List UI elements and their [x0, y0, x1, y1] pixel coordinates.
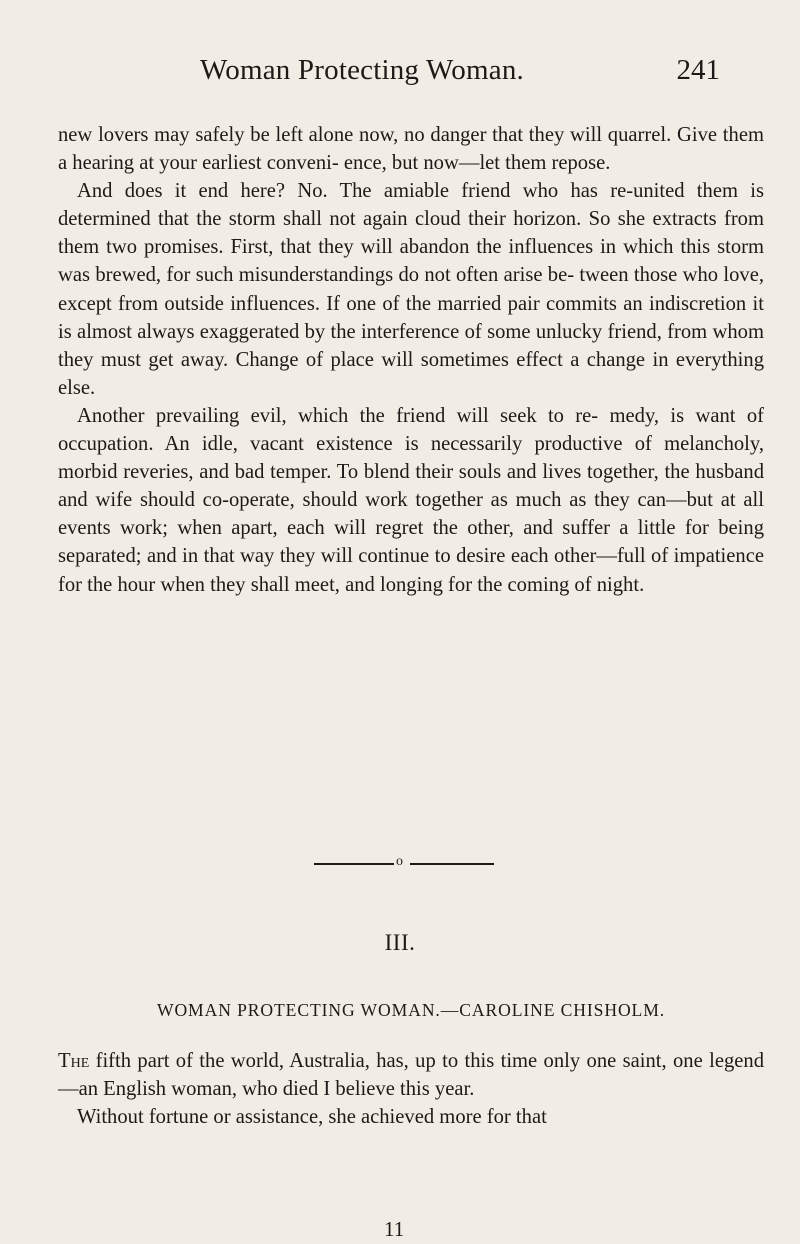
- page-number: 241: [676, 54, 720, 86]
- paragraph-occupation: Another prevailing evil, which the friend will seek to re- medy, is want of occupation. An idle, vacant existence is necessarily productive of melancholy, morbid reveries, and bad temper. To blend their souls and lives together, the husband and wife should co-operate, should work together as much as they can—but at all events work; when apart, each will regret the other, and suffer a little for being separated; and in that way they will continue to desire each other—full of impatience for the hour when they shall meet, and longing for the coming of night.: [58, 404, 764, 596]
- paragraph-australia: [58, 1047, 764, 1103]
- section-divider: [314, 853, 494, 873]
- paragraph-continuation: new lovers may safely be left alone now, no danger that they will quarrel. Give them a hearing at your earliest conveni- ence, but now—let them repose.: [58, 124, 764, 175]
- divider-line-left: [314, 863, 394, 865]
- running-head: [160, 54, 720, 94]
- paragraph-fortune: Without fortune or assistance, she achieved more for that: [77, 1106, 547, 1129]
- paragraph-storm: And does it end here? No. The amiable friend who has re-united them is determined that the storm shall not again cloud their horizon. So she extracts from them two promises. First, that they will abandon the influences in which this storm was brewed, for such misunderstandings do not often arise be- tween those who love, except from outside influences. If one of the married pair commits an indiscretion it is almost always exaggerated by the interference of some unlucky friend, from whom they must get away. Change of place will sometimes effect a change in everything else.: [58, 180, 764, 399]
- section-heading: WOMAN PROTECTING WOMAN.—CAROLINE CHISHOLM.: [156, 1000, 666, 1020]
- running-title: Woman Protecting Woman.: [200, 54, 524, 86]
- signature-mark: 11: [384, 1217, 405, 1241]
- divider-line-right: [410, 863, 494, 865]
- divider-ornament: o: [396, 854, 403, 869]
- section-numeral: III.: [384, 930, 416, 955]
- paragraph-lead-word: The: [58, 1050, 90, 1072]
- lower-text-block: [58, 1047, 764, 1131]
- upper-text-block: [58, 121, 764, 599]
- paragraph-australia-text: fifth part of the world, Australia, has, up to this time only one saint, one legend—an English woman, who died I believe this year.: [58, 1050, 764, 1101]
